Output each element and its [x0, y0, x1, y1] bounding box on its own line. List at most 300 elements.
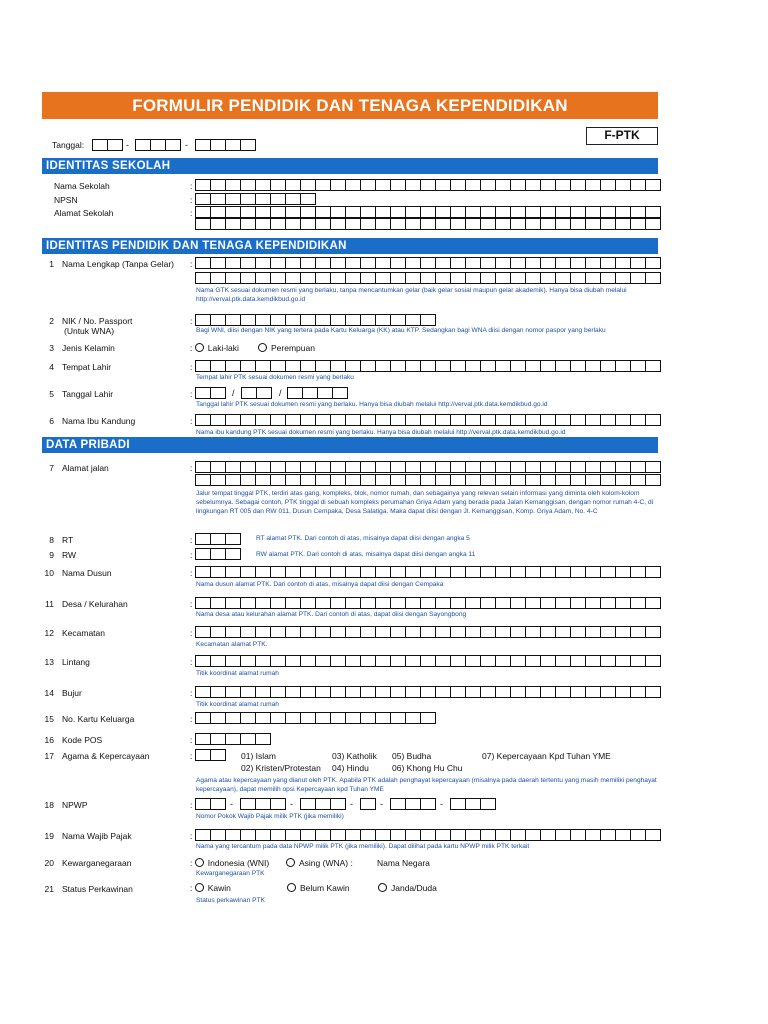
char-box[interactable]: [481, 686, 496, 698]
tanggal-lahir-month-input[interactable]: [241, 387, 272, 399]
char-box[interactable]: [556, 218, 571, 230]
char-box[interactable]: [406, 566, 421, 578]
tanggal-lahir-year-input[interactable]: [287, 387, 348, 399]
char-box[interactable]: [601, 257, 616, 269]
char-box[interactable]: [391, 712, 406, 724]
char-box[interactable]: [631, 206, 646, 218]
char-box[interactable]: [316, 829, 331, 841]
char-box[interactable]: [286, 206, 301, 218]
char-box[interactable]: [391, 272, 406, 284]
char-box[interactable]: [331, 566, 346, 578]
char-box[interactable]: [646, 474, 661, 486]
char-box[interactable]: [556, 360, 571, 372]
alamat-jalan-input-2[interactable]: [195, 474, 661, 486]
char-box[interactable]: [256, 655, 271, 667]
char-box[interactable]: [211, 314, 226, 326]
char-box[interactable]: [481, 414, 496, 426]
char-box[interactable]: [361, 686, 376, 698]
char-box[interactable]: [421, 461, 436, 473]
char-box[interactable]: [361, 829, 376, 841]
char-box[interactable]: [271, 829, 286, 841]
char-box[interactable]: [631, 655, 646, 667]
npwp-input-2[interactable]: [240, 798, 286, 810]
char-box[interactable]: [481, 179, 496, 191]
char-box[interactable]: [496, 626, 511, 638]
char-box[interactable]: [196, 474, 211, 486]
char-box[interactable]: [211, 597, 226, 609]
char-box[interactable]: [556, 597, 571, 609]
char-box[interactable]: [511, 360, 526, 372]
char-box[interactable]: [616, 360, 631, 372]
char-box[interactable]: [271, 686, 286, 698]
char-box[interactable]: [421, 179, 436, 191]
char-box[interactable]: [301, 829, 316, 841]
char-box[interactable]: [466, 655, 481, 667]
char-box[interactable]: [376, 272, 391, 284]
char-box[interactable]: [286, 272, 301, 284]
char-box[interactable]: [541, 597, 556, 609]
char-box[interactable]: [256, 193, 271, 205]
char-box[interactable]: [526, 686, 541, 698]
char-box[interactable]: [586, 461, 601, 473]
char-box[interactable]: [346, 360, 361, 372]
char-box[interactable]: [496, 474, 511, 486]
char-box[interactable]: [466, 218, 481, 230]
char-box[interactable]: [586, 597, 601, 609]
char-box[interactable]: [571, 206, 586, 218]
char-box[interactable]: [361, 206, 376, 218]
char-box[interactable]: [226, 218, 241, 230]
char-box[interactable]: [586, 686, 601, 698]
char-box[interactable]: [406, 829, 421, 841]
char-box[interactable]: [211, 414, 226, 426]
char-box[interactable]: [331, 474, 346, 486]
char-box[interactable]: [376, 314, 391, 326]
char-box[interactable]: [333, 387, 348, 399]
char-box[interactable]: [421, 272, 436, 284]
char-box[interactable]: [436, 414, 451, 426]
char-box[interactable]: [361, 461, 376, 473]
char-box[interactable]: [256, 829, 271, 841]
char-box[interactable]: [466, 414, 481, 426]
char-box[interactable]: [646, 179, 661, 191]
char-box[interactable]: [256, 733, 271, 745]
char-box[interactable]: [526, 461, 541, 473]
char-box[interactable]: [271, 474, 286, 486]
char-box[interactable]: [271, 798, 286, 810]
char-box[interactable]: [241, 206, 256, 218]
tempat-lahir-input[interactable]: [195, 360, 661, 372]
char-box[interactable]: [631, 474, 646, 486]
tanggal-day-input[interactable]: [92, 139, 123, 151]
nama-sekolah-input[interactable]: [195, 179, 661, 191]
char-box[interactable]: [256, 597, 271, 609]
nama-dusun-input[interactable]: [195, 566, 661, 578]
char-box[interactable]: [271, 193, 286, 205]
tanggal-month-input[interactable]: [135, 139, 181, 151]
char-box[interactable]: [646, 360, 661, 372]
char-box[interactable]: [646, 206, 661, 218]
char-box[interactable]: [571, 257, 586, 269]
char-box[interactable]: [436, 597, 451, 609]
char-box[interactable]: [601, 218, 616, 230]
char-box[interactable]: [556, 414, 571, 426]
char-box[interactable]: [241, 686, 256, 698]
char-box[interactable]: [616, 474, 631, 486]
char-box[interactable]: [631, 218, 646, 230]
char-box[interactable]: [526, 597, 541, 609]
char-box[interactable]: [316, 686, 331, 698]
char-box[interactable]: [646, 257, 661, 269]
char-box[interactable]: [616, 655, 631, 667]
char-box[interactable]: [196, 360, 211, 372]
char-box[interactable]: [301, 626, 316, 638]
char-box[interactable]: [376, 712, 391, 724]
char-box[interactable]: [571, 461, 586, 473]
char-box[interactable]: [316, 179, 331, 191]
char-box[interactable]: [466, 626, 481, 638]
char-box[interactable]: [406, 461, 421, 473]
char-box[interactable]: [256, 566, 271, 578]
char-box[interactable]: [226, 533, 241, 545]
char-box[interactable]: [496, 218, 511, 230]
char-box[interactable]: [406, 798, 421, 810]
char-box[interactable]: [601, 626, 616, 638]
char-box[interactable]: [331, 626, 346, 638]
char-box[interactable]: [451, 798, 466, 810]
char-box[interactable]: [271, 272, 286, 284]
char-box[interactable]: [481, 218, 496, 230]
char-box[interactable]: [361, 655, 376, 667]
char-box[interactable]: [556, 179, 571, 191]
char-box[interactable]: [301, 360, 316, 372]
char-box[interactable]: [376, 566, 391, 578]
char-box[interactable]: [361, 414, 376, 426]
char-box[interactable]: [481, 566, 496, 578]
char-box[interactable]: [586, 414, 601, 426]
char-box[interactable]: [496, 179, 511, 191]
char-box[interactable]: [93, 139, 108, 151]
char-box[interactable]: [256, 314, 271, 326]
char-box[interactable]: [541, 257, 556, 269]
char-box[interactable]: [256, 712, 271, 724]
char-box[interactable]: [526, 414, 541, 426]
char-box[interactable]: [406, 712, 421, 724]
char-box[interactable]: [571, 474, 586, 486]
char-box[interactable]: [496, 655, 511, 667]
char-box[interactable]: [586, 474, 601, 486]
char-box[interactable]: [361, 626, 376, 638]
char-box[interactable]: [481, 257, 496, 269]
char-box[interactable]: [331, 272, 346, 284]
char-box[interactable]: [196, 798, 211, 810]
char-box[interactable]: [616, 597, 631, 609]
char-box[interactable]: [211, 272, 226, 284]
char-box[interactable]: [556, 655, 571, 667]
alamat-sekolah-input-2[interactable]: [195, 218, 661, 230]
char-box[interactable]: [541, 272, 556, 284]
char-box[interactable]: [361, 218, 376, 230]
char-box[interactable]: [196, 206, 211, 218]
char-box[interactable]: [346, 626, 361, 638]
char-box[interactable]: [421, 414, 436, 426]
char-box[interactable]: [436, 626, 451, 638]
char-box[interactable]: [286, 474, 301, 486]
char-box[interactable]: [646, 414, 661, 426]
char-box[interactable]: [481, 829, 496, 841]
char-box[interactable]: [226, 655, 241, 667]
kawin-radio[interactable]: [195, 883, 204, 892]
bujur-input[interactable]: [195, 686, 661, 698]
char-box[interactable]: [631, 414, 646, 426]
char-box[interactable]: [211, 798, 226, 810]
char-box[interactable]: [526, 626, 541, 638]
char-box[interactable]: [391, 257, 406, 269]
char-box[interactable]: [316, 218, 331, 230]
char-box[interactable]: [226, 257, 241, 269]
char-box[interactable]: [256, 626, 271, 638]
char-box[interactable]: [226, 314, 241, 326]
char-box[interactable]: [406, 218, 421, 230]
char-box[interactable]: [601, 686, 616, 698]
char-box[interactable]: [271, 218, 286, 230]
char-box[interactable]: [211, 548, 226, 560]
char-box[interactable]: [196, 218, 211, 230]
char-box[interactable]: [391, 206, 406, 218]
char-box[interactable]: [586, 206, 601, 218]
char-box[interactable]: [316, 314, 331, 326]
char-box[interactable]: [481, 798, 496, 810]
char-box[interactable]: [526, 179, 541, 191]
char-box[interactable]: [271, 360, 286, 372]
char-box[interactable]: [211, 686, 226, 698]
npsn-input[interactable]: [195, 193, 316, 205]
char-box[interactable]: [451, 360, 466, 372]
char-box[interactable]: [436, 655, 451, 667]
char-box[interactable]: [271, 314, 286, 326]
char-box[interactable]: [586, 257, 601, 269]
char-box[interactable]: [616, 257, 631, 269]
char-box[interactable]: [406, 257, 421, 269]
char-box[interactable]: [361, 798, 376, 810]
char-box[interactable]: [346, 414, 361, 426]
char-box[interactable]: [271, 626, 286, 638]
char-box[interactable]: [391, 461, 406, 473]
char-box[interactable]: [376, 474, 391, 486]
char-box[interactable]: [601, 179, 616, 191]
char-box[interactable]: [211, 566, 226, 578]
char-box[interactable]: [211, 360, 226, 372]
char-box[interactable]: [481, 461, 496, 473]
char-box[interactable]: [331, 655, 346, 667]
char-box[interactable]: [376, 257, 391, 269]
char-box[interactable]: [571, 218, 586, 230]
char-box[interactable]: [241, 218, 256, 230]
char-box[interactable]: [391, 360, 406, 372]
char-box[interactable]: [391, 829, 406, 841]
char-box[interactable]: [526, 829, 541, 841]
char-box[interactable]: [601, 597, 616, 609]
char-box[interactable]: [481, 626, 496, 638]
char-box[interactable]: [421, 798, 436, 810]
char-box[interactable]: [571, 179, 586, 191]
char-box[interactable]: [286, 360, 301, 372]
char-box[interactable]: [346, 272, 361, 284]
char-box[interactable]: [271, 461, 286, 473]
char-box[interactable]: [301, 206, 316, 218]
char-box[interactable]: [556, 474, 571, 486]
char-box[interactable]: [376, 655, 391, 667]
char-box[interactable]: [436, 206, 451, 218]
char-box[interactable]: [496, 686, 511, 698]
char-box[interactable]: [466, 206, 481, 218]
char-box[interactable]: [376, 414, 391, 426]
char-box[interactable]: [571, 655, 586, 667]
char-box[interactable]: [376, 597, 391, 609]
char-box[interactable]: [331, 360, 346, 372]
char-box[interactable]: [541, 206, 556, 218]
char-box[interactable]: [391, 474, 406, 486]
agama-input[interactable]: [195, 749, 226, 761]
char-box[interactable]: [241, 655, 256, 667]
char-box[interactable]: [361, 712, 376, 724]
char-box[interactable]: [616, 206, 631, 218]
char-box[interactable]: [481, 655, 496, 667]
alamat-sekolah-input-1[interactable]: [195, 206, 661, 218]
char-box[interactable]: [556, 461, 571, 473]
char-box[interactable]: [616, 272, 631, 284]
char-box[interactable]: [556, 829, 571, 841]
char-box[interactable]: [301, 712, 316, 724]
char-box[interactable]: [631, 179, 646, 191]
char-box[interactable]: [631, 566, 646, 578]
char-box[interactable]: [541, 566, 556, 578]
char-box[interactable]: [631, 257, 646, 269]
char-box[interactable]: [421, 655, 436, 667]
char-box[interactable]: [421, 257, 436, 269]
char-box[interactable]: [226, 566, 241, 578]
char-box[interactable]: [511, 597, 526, 609]
char-box[interactable]: [451, 474, 466, 486]
char-box[interactable]: [466, 566, 481, 578]
char-box[interactable]: [466, 798, 481, 810]
char-box[interactable]: [526, 474, 541, 486]
char-box[interactable]: [257, 387, 272, 399]
char-box[interactable]: [466, 179, 481, 191]
char-box[interactable]: [391, 179, 406, 191]
char-box[interactable]: [286, 626, 301, 638]
char-box[interactable]: [496, 566, 511, 578]
char-box[interactable]: [511, 474, 526, 486]
char-box[interactable]: [556, 566, 571, 578]
char-box[interactable]: [301, 314, 316, 326]
char-box[interactable]: [211, 712, 226, 724]
char-box[interactable]: [256, 179, 271, 191]
wna-radio[interactable]: [286, 858, 295, 867]
char-box[interactable]: [226, 597, 241, 609]
char-box[interactable]: [451, 272, 466, 284]
char-box[interactable]: [316, 257, 331, 269]
char-box[interactable]: [421, 360, 436, 372]
char-box[interactable]: [616, 566, 631, 578]
char-box[interactable]: [556, 686, 571, 698]
char-box[interactable]: [451, 829, 466, 841]
char-box[interactable]: [271, 655, 286, 667]
char-box[interactable]: [466, 829, 481, 841]
char-box[interactable]: [541, 474, 556, 486]
char-box[interactable]: [301, 257, 316, 269]
alamat-jalan-input-1[interactable]: [195, 461, 661, 473]
char-box[interactable]: [601, 414, 616, 426]
nama-lengkap-input-2[interactable]: [195, 272, 661, 284]
char-box[interactable]: [241, 566, 256, 578]
char-box[interactable]: [226, 548, 241, 560]
char-box[interactable]: [316, 655, 331, 667]
char-box[interactable]: [481, 360, 496, 372]
char-box[interactable]: [451, 179, 466, 191]
char-box[interactable]: [511, 218, 526, 230]
char-box[interactable]: [331, 179, 346, 191]
char-box[interactable]: [541, 626, 556, 638]
char-box[interactable]: [451, 655, 466, 667]
char-box[interactable]: [391, 655, 406, 667]
char-box[interactable]: [466, 597, 481, 609]
char-box[interactable]: [376, 829, 391, 841]
char-box[interactable]: [211, 533, 226, 545]
char-box[interactable]: [241, 733, 256, 745]
char-box[interactable]: [631, 360, 646, 372]
char-box[interactable]: [301, 686, 316, 698]
char-box[interactable]: [241, 712, 256, 724]
char-box[interactable]: [616, 626, 631, 638]
char-box[interactable]: [406, 597, 421, 609]
char-box[interactable]: [226, 829, 241, 841]
char-box[interactable]: [241, 798, 256, 810]
char-box[interactable]: [241, 360, 256, 372]
char-box[interactable]: [571, 686, 586, 698]
char-box[interactable]: [376, 461, 391, 473]
char-box[interactable]: [301, 597, 316, 609]
char-box[interactable]: [256, 461, 271, 473]
kecamatan-input[interactable]: [195, 626, 661, 638]
char-box[interactable]: [511, 626, 526, 638]
char-box[interactable]: [511, 461, 526, 473]
char-box[interactable]: [511, 257, 526, 269]
char-box[interactable]: [271, 414, 286, 426]
char-box[interactable]: [376, 360, 391, 372]
char-box[interactable]: [406, 272, 421, 284]
char-box[interactable]: [346, 597, 361, 609]
char-box[interactable]: [211, 139, 226, 151]
char-box[interactable]: [226, 139, 241, 151]
char-box[interactable]: [361, 597, 376, 609]
char-box[interactable]: [421, 597, 436, 609]
char-box[interactable]: [451, 566, 466, 578]
char-box[interactable]: [406, 626, 421, 638]
char-box[interactable]: [601, 566, 616, 578]
char-box[interactable]: [256, 686, 271, 698]
char-box[interactable]: [631, 829, 646, 841]
char-box[interactable]: [526, 655, 541, 667]
char-box[interactable]: [556, 257, 571, 269]
char-box[interactable]: [466, 686, 481, 698]
char-box[interactable]: [496, 272, 511, 284]
char-box[interactable]: [586, 179, 601, 191]
char-box[interactable]: [226, 461, 241, 473]
char-box[interactable]: [331, 257, 346, 269]
char-box[interactable]: [616, 179, 631, 191]
char-box[interactable]: [286, 414, 301, 426]
